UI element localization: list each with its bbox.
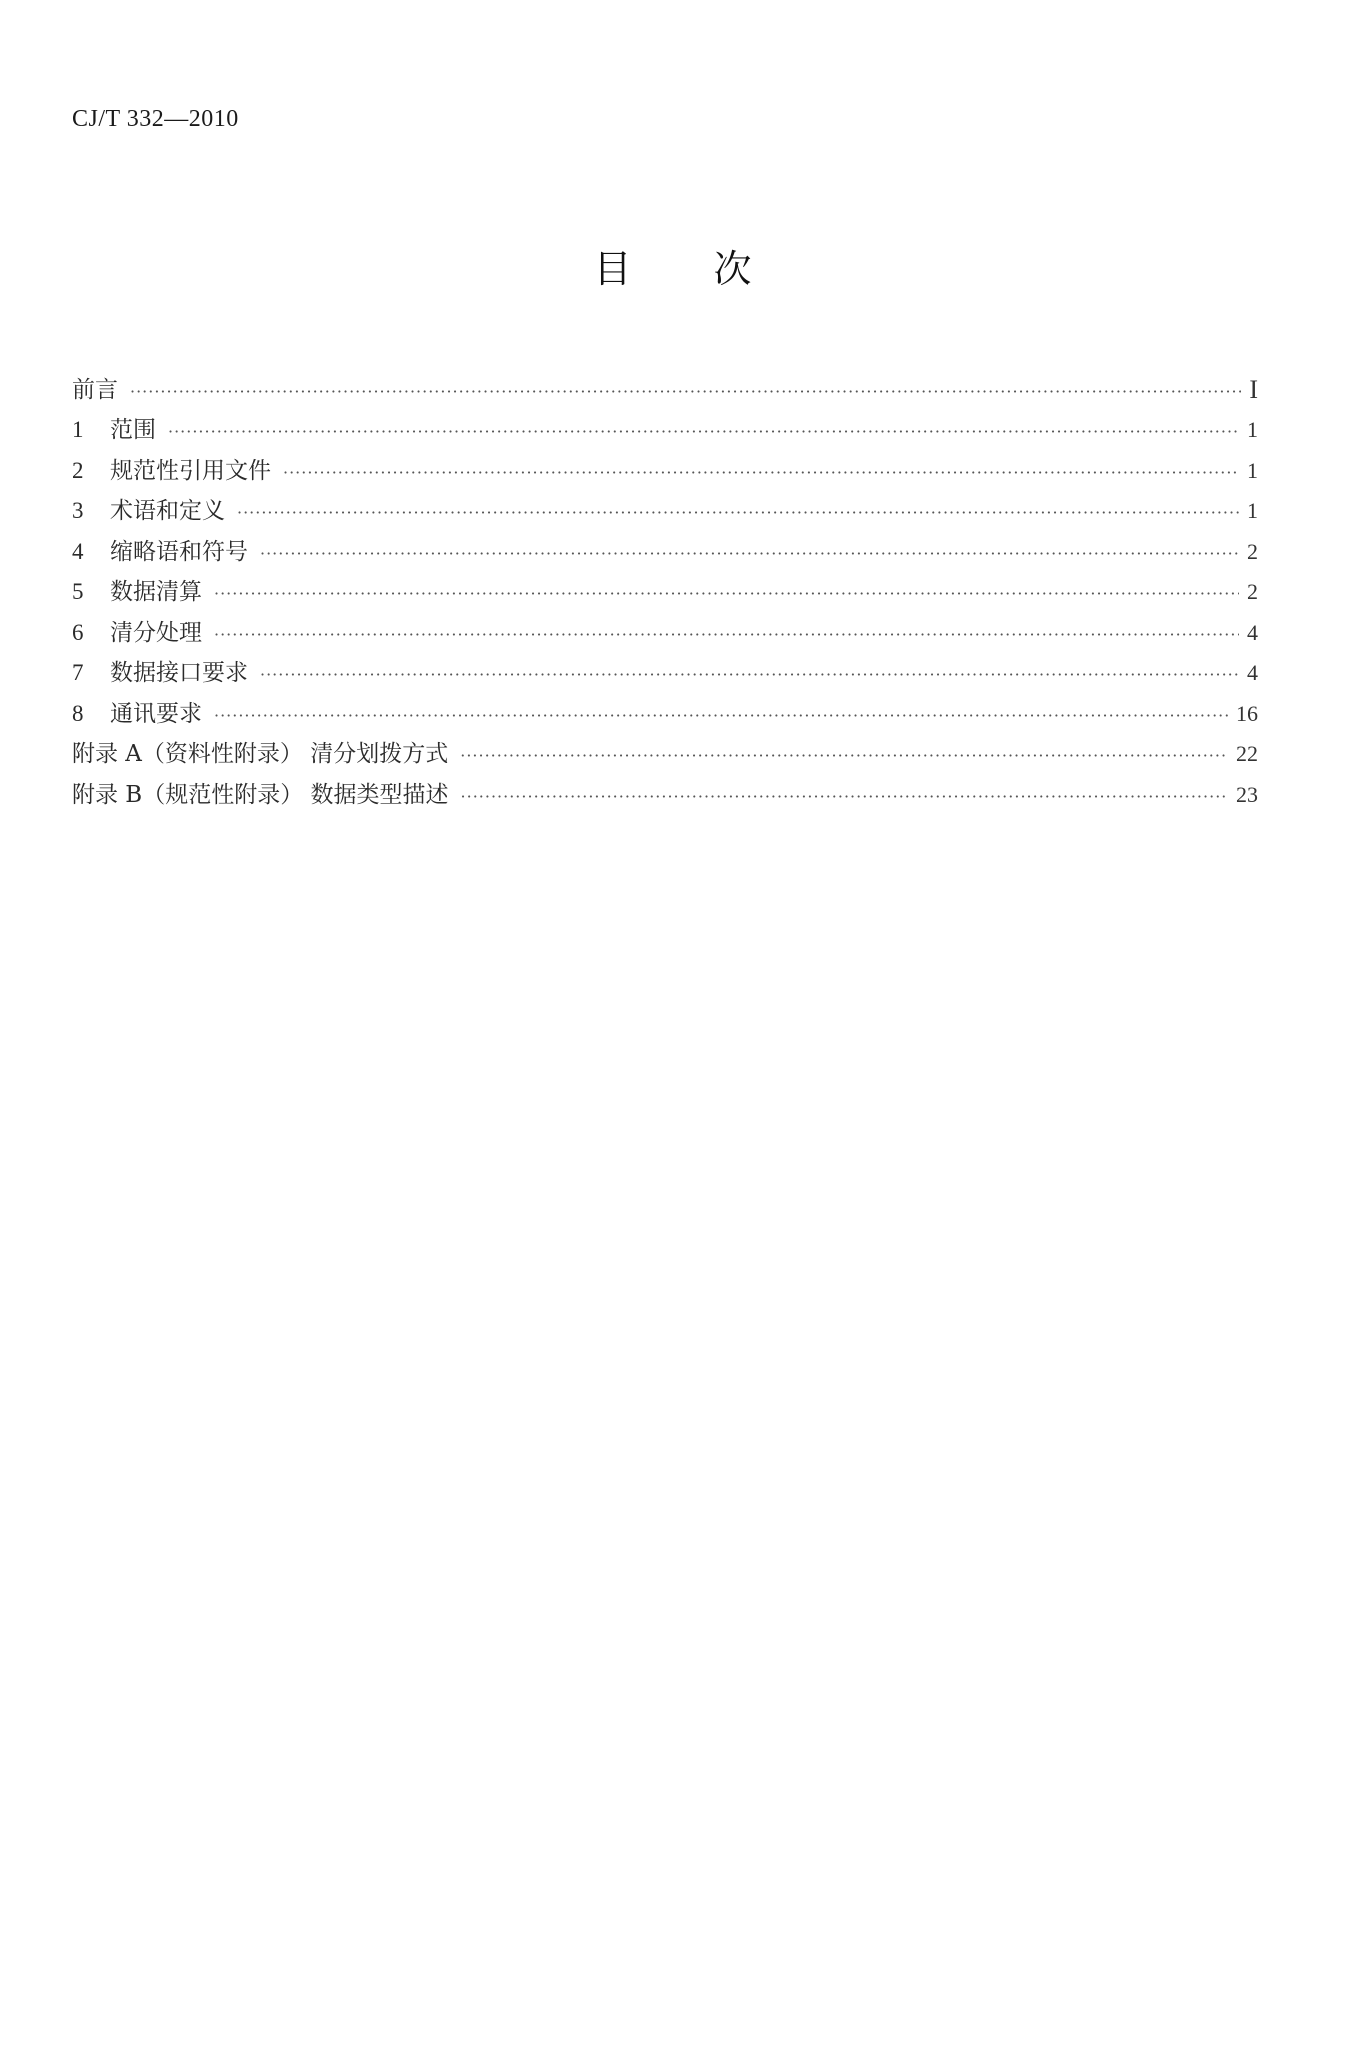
table-of-contents xyxy=(72,364,1258,810)
toc-leader-dots xyxy=(237,500,1239,526)
toc-entry-3[interactable] xyxy=(72,486,1258,527)
toc-entry-number: 2 xyxy=(72,457,84,483)
toc-entry-label xyxy=(72,496,225,526)
toc-entry-2[interactable] xyxy=(72,445,1258,486)
toc-entry-text: 术语和定义 xyxy=(110,498,225,524)
page-title-right: 次 xyxy=(713,247,752,291)
toc-entry-text: 范围 xyxy=(110,417,156,443)
toc-entry-page: 4 xyxy=(1247,619,1258,645)
toc-entry-text: 数据清算 xyxy=(110,579,202,605)
toc-entry-label xyxy=(72,415,156,445)
toc-entry-page: 23 xyxy=(1236,781,1258,807)
toc-entry-4[interactable] xyxy=(72,526,1258,567)
toc-leader-dots xyxy=(214,703,1228,729)
toc-leader-dots xyxy=(460,743,1228,769)
toc-entry-text: 规范性引用文件 xyxy=(110,457,271,484)
toc-entry-page: 16 xyxy=(1236,700,1258,726)
toc-entry-label: 附录 B（规范性附录） 数据类型描述 xyxy=(72,781,449,808)
toc-entry-appendix-a[interactable] xyxy=(72,729,1258,770)
toc-entry-page: 1 xyxy=(1247,457,1258,483)
toc-entry-number: 6 xyxy=(72,619,84,645)
toc-entry-6[interactable] xyxy=(72,607,1258,648)
toc-entry-page: 4 xyxy=(1247,660,1258,685)
toc-entry-label xyxy=(72,658,248,688)
toc-entry-page: 1 xyxy=(1247,498,1258,523)
toc-entry-8[interactable] xyxy=(72,688,1258,729)
toc-entry-text: 清分处理 xyxy=(110,619,202,646)
toc-entry-number: 1 xyxy=(72,417,84,442)
toc-leader-dots xyxy=(214,622,1239,648)
toc-leader-dots xyxy=(214,581,1239,607)
toc-entry-label: 附录 A（资料性附录） 清分划拨方式 xyxy=(72,741,449,767)
toc-entry-text: 通讯要求 xyxy=(110,700,202,727)
toc-entry-number: 5 xyxy=(72,579,84,604)
toc-entry-5[interactable] xyxy=(72,567,1258,608)
toc-entry-7[interactable] xyxy=(72,648,1258,689)
toc-entry-page: 1 xyxy=(1247,417,1258,442)
toc-leader-dots xyxy=(130,379,1241,405)
toc-entry-text: 缩略语和符号 xyxy=(110,538,248,565)
page-title xyxy=(0,238,1345,293)
toc-leader-dots xyxy=(168,419,1239,445)
toc-leader-dots xyxy=(260,662,1239,688)
toc-entry-label xyxy=(72,456,271,486)
toc-leader-dots xyxy=(461,784,1228,810)
toc-entry-1[interactable] xyxy=(72,405,1258,446)
standard-code: CJ/T 332—2010 xyxy=(72,106,239,132)
toc-entry-label xyxy=(72,618,202,648)
toc-entry-page: 22 xyxy=(1236,741,1258,766)
toc-entry-page: I xyxy=(1249,374,1258,404)
toc-entry-appendix-b[interactable] xyxy=(72,769,1258,810)
toc-leader-dots xyxy=(260,541,1239,567)
toc-entry-number: 4 xyxy=(72,538,84,564)
toc-entry-page: 2 xyxy=(1247,538,1258,564)
toc-entry-text: 数据接口要求 xyxy=(110,660,248,686)
toc-leader-dots xyxy=(283,460,1239,486)
toc-entry-preface[interactable] xyxy=(72,364,1258,405)
toc-entry-page: 2 xyxy=(1247,579,1258,604)
toc-entry-number: 3 xyxy=(72,498,84,523)
toc-entry-label xyxy=(72,699,202,729)
toc-entry-label xyxy=(72,577,202,607)
page-title-left: 目 xyxy=(593,247,632,291)
toc-entry-label xyxy=(72,537,248,567)
toc-entry-number: 8 xyxy=(72,700,84,726)
toc-entry-label: 前言 xyxy=(72,376,118,403)
toc-entry-number: 7 xyxy=(72,660,84,685)
